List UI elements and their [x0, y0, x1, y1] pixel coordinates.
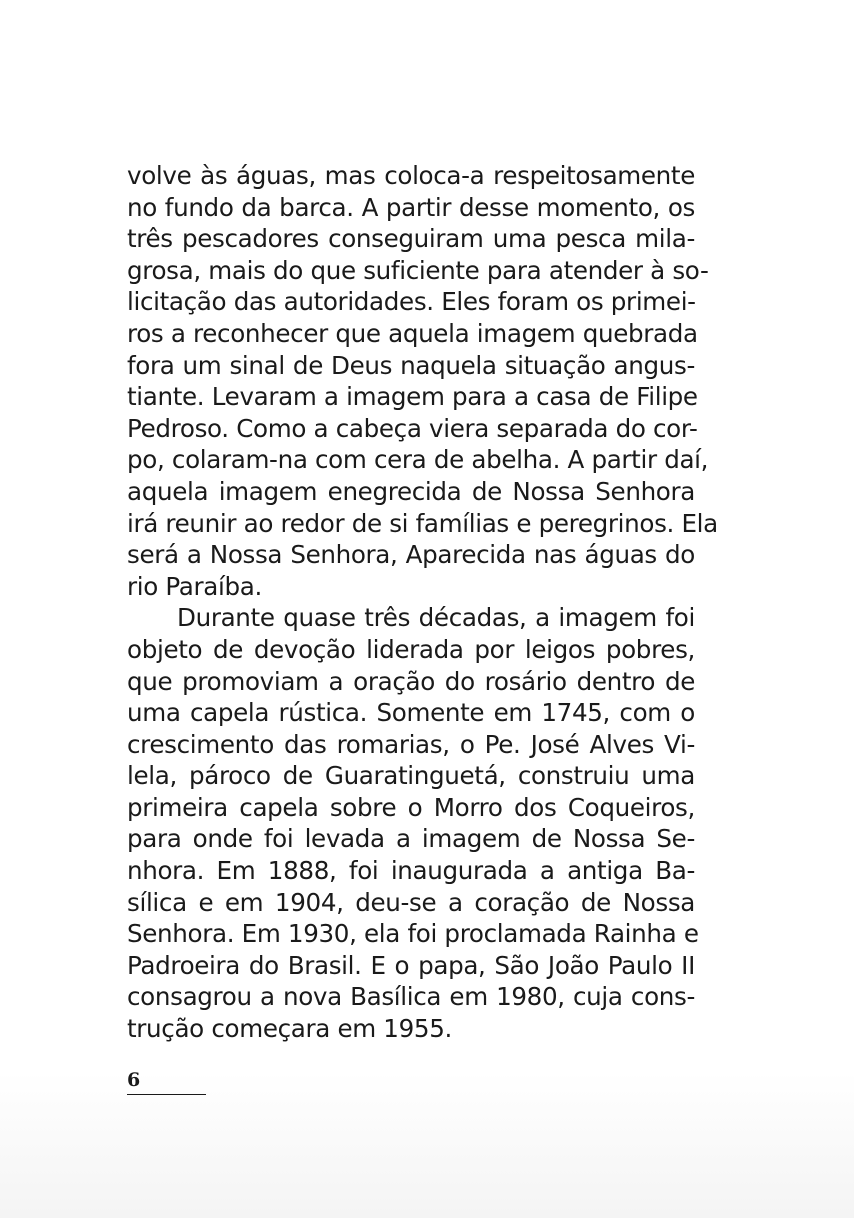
paragraph-2 — [127, 602, 699, 1044]
text-line: que promoviam a oração do rosário dentro de — [127, 666, 695, 696]
text-line: crescimento das romarias, o Pe. José Alves Vi- — [127, 729, 695, 759]
text-line: consagrou a nova Basílica em 1980, cuja cons- — [127, 982, 695, 1012]
text-line: ros a reconhecer que aquela imagem quebrada — [127, 318, 698, 348]
text-line: lela, pároco de Guaratinguetá, construiu uma — [127, 761, 695, 791]
text-line: grosa, mais do que suficiente para atender à so- — [127, 255, 709, 285]
text-line: tiante. Levaram a imagem para a casa de Filipe — [127, 382, 698, 412]
text-line: aquela imagem enegrecida de Nossa Senhora — [127, 476, 695, 506]
text-line: licitação das autoridades. Eles foram os primei- — [127, 287, 696, 317]
text-line: Durante quase três décadas, a imagem foi — [177, 603, 695, 633]
text-line: Pedroso. Como a cabeça viera separada do cor- — [127, 413, 698, 443]
text-line: objeto de devoção liderada por leigos pobres, — [127, 634, 695, 664]
body-text — [127, 160, 718, 1045]
text-line: primeira capela sobre o Morro dos Coqueiros, — [127, 792, 695, 822]
page-number: 6 — [127, 1066, 206, 1095]
text-line: Senhora. Em 1930, ela foi proclamada Rainha e — [127, 919, 699, 949]
text-line: sílica e em 1904, deu-se a coração de Nossa — [127, 887, 695, 917]
text-line: uma capela rústica. Somente em 1745, com o — [127, 698, 695, 728]
text-line: volve às águas, mas coloca-a respeitosamente — [127, 161, 695, 190]
text-line: irá reunir ao redor de si famílias e peregrinos. Ela — [127, 508, 718, 538]
text-line: para onde foi levada a imagem de Nossa Se- — [127, 824, 695, 854]
text-line: fora um sinal de Deus naquela situação angus- — [127, 350, 695, 380]
text-line: será a Nossa Senhora, Aparecida nas águas do — [127, 540, 695, 570]
text-line: rio Paraíba. — [127, 571, 262, 601]
text-line: três pescadores conseguiram uma pesca mila- — [127, 224, 695, 254]
text-line: no fundo da barca. A partir desse momento, os — [127, 192, 695, 222]
text-line: Padroeira do Brasil. E o papa, São João Paulo II — [127, 950, 695, 980]
paragraph-1 — [127, 160, 718, 602]
text-line: trução começara em 1955. — [127, 1014, 452, 1044]
text-line: po, colaram-na com cera de abelha. A partir daí, — [127, 445, 709, 475]
text-line: nhora. Em 1888, foi inaugurada a antiga Ba- — [127, 856, 695, 886]
